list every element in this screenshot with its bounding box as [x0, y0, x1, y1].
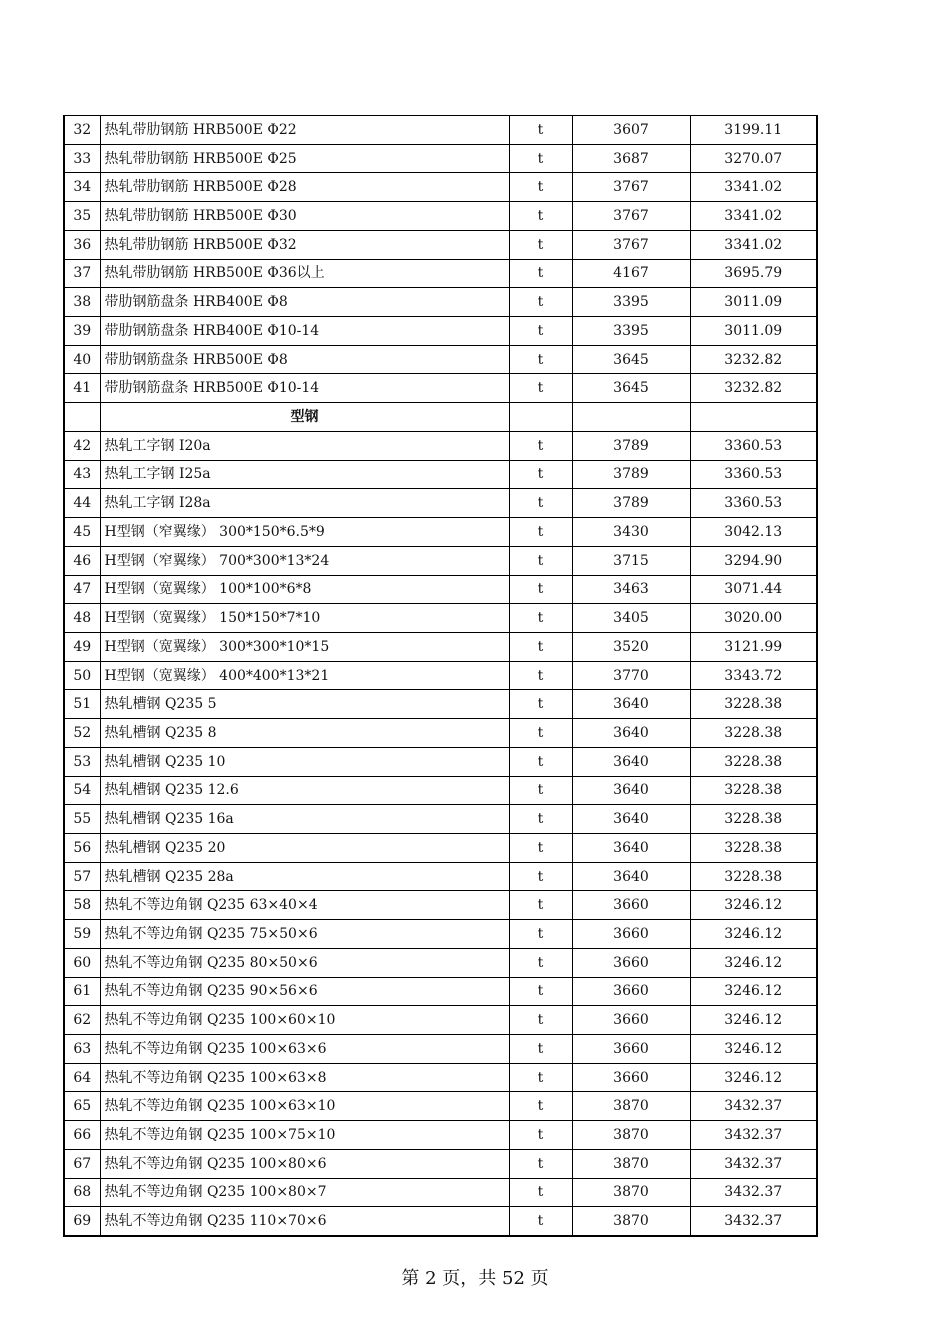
item-name: 热轧不等边角钢 Q235 100×80×6 [100, 1149, 509, 1178]
row-number: 47 [64, 575, 100, 604]
table-row [64, 144, 817, 173]
table-row [64, 202, 817, 231]
table-row [64, 317, 817, 346]
item-name: 热轧槽钢 Q235 20 [100, 833, 509, 862]
table-row [64, 374, 817, 403]
item-name: H型钢（窄翼缘） 700*300*13*24 [100, 546, 509, 575]
item-price-1: 3789 [572, 489, 690, 518]
row-number: 50 [64, 661, 100, 690]
item-unit: t [509, 317, 572, 346]
item-unit: t [509, 632, 572, 661]
table-row [64, 230, 817, 259]
price-table [63, 115, 818, 1237]
item-name: 热轧不等边角钢 Q235 80×50×6 [100, 948, 509, 977]
table-row [64, 862, 817, 891]
item-price-1: 3660 [572, 948, 690, 977]
table-row [64, 632, 817, 661]
item-unit: t [509, 1121, 572, 1150]
row-number: 67 [64, 1149, 100, 1178]
item-name: H型钢（窄翼缘） 300*150*6.5*9 [100, 518, 509, 547]
item-price-1: 3789 [572, 460, 690, 489]
item-price-1: 3607 [572, 116, 690, 145]
table-row [64, 1149, 817, 1178]
row-number: 33 [64, 144, 100, 173]
table-row [64, 833, 817, 862]
item-price-2: 3246.12 [690, 1063, 817, 1092]
section-no-cell [64, 403, 100, 432]
table-row [64, 259, 817, 288]
row-number: 39 [64, 317, 100, 346]
table-row [64, 948, 817, 977]
item-price-2: 3432.37 [690, 1149, 817, 1178]
item-name: 热轧槽钢 Q235 8 [100, 719, 509, 748]
item-name: H型钢（宽翼缘） 100*100*6*8 [100, 575, 509, 604]
row-number: 37 [64, 259, 100, 288]
item-price-2: 3341.02 [690, 173, 817, 202]
item-price-2: 3246.12 [690, 920, 817, 949]
item-name: 热轧不等边角钢 Q235 100×63×8 [100, 1063, 509, 1092]
item-name: 热轧不等边角钢 Q235 75×50×6 [100, 920, 509, 949]
section-row [64, 403, 817, 432]
item-price-2: 3246.12 [690, 1035, 817, 1064]
table-row [64, 920, 817, 949]
item-price-1: 3767 [572, 202, 690, 231]
item-price-2: 3228.38 [690, 833, 817, 862]
row-number: 45 [64, 518, 100, 547]
row-number: 32 [64, 116, 100, 145]
item-unit: t [509, 776, 572, 805]
item-price-1: 3660 [572, 891, 690, 920]
item-price-1: 3645 [572, 374, 690, 403]
item-unit: t [509, 1063, 572, 1092]
item-unit: t [509, 431, 572, 460]
row-number: 64 [64, 1063, 100, 1092]
table-row [64, 288, 817, 317]
section-title: 型钢 [100, 403, 509, 432]
table-row [64, 977, 817, 1006]
row-number: 53 [64, 747, 100, 776]
row-number: 46 [64, 546, 100, 575]
item-price-1: 3640 [572, 862, 690, 891]
item-price-2: 3695.79 [690, 259, 817, 288]
table-row [64, 345, 817, 374]
item-name: 热轧带肋钢筋 HRB500E Φ25 [100, 144, 509, 173]
item-unit: t [509, 1207, 572, 1236]
row-number: 69 [64, 1207, 100, 1236]
table-body-after [64, 431, 817, 1235]
item-name: 热轧槽钢 Q235 16a [100, 805, 509, 834]
table-row [64, 575, 817, 604]
item-name: 带肋钢筋盘条 HRB500E Φ8 [100, 345, 509, 374]
item-price-2: 3228.38 [690, 805, 817, 834]
item-price-2: 3246.12 [690, 891, 817, 920]
item-name: 热轧不等边角钢 Q235 100×63×10 [100, 1092, 509, 1121]
item-name: 热轧不等边角钢 Q235 100×75×10 [100, 1121, 509, 1150]
item-price-1: 3645 [572, 345, 690, 374]
item-name: 热轧工字钢 I20a [100, 431, 509, 460]
row-number: 57 [64, 862, 100, 891]
table-row [64, 661, 817, 690]
item-price-2: 3360.53 [690, 431, 817, 460]
item-price-2: 3228.38 [690, 862, 817, 891]
item-price-2: 3432.37 [690, 1207, 817, 1236]
item-name: 热轧带肋钢筋 HRB500E Φ36以上 [100, 259, 509, 288]
table-body-before [64, 116, 817, 403]
item-price-2: 3246.12 [690, 977, 817, 1006]
table-row [64, 1121, 817, 1150]
item-price-1: 4167 [572, 259, 690, 288]
row-number: 36 [64, 230, 100, 259]
item-unit: t [509, 805, 572, 834]
item-price-1: 3640 [572, 690, 690, 719]
table-row [64, 518, 817, 547]
table-row [64, 1063, 817, 1092]
item-price-1: 3660 [572, 1035, 690, 1064]
item-unit: t [509, 288, 572, 317]
item-unit: t [509, 546, 572, 575]
item-price-1: 3640 [572, 805, 690, 834]
table-row [64, 1035, 817, 1064]
item-unit: t [509, 604, 572, 633]
item-name: 热轧不等边角钢 Q235 100×80×7 [100, 1178, 509, 1207]
item-name: 热轧不等边角钢 Q235 100×60×10 [100, 1006, 509, 1035]
item-price-2: 3020.00 [690, 604, 817, 633]
table-row [64, 891, 817, 920]
item-price-1: 3660 [572, 920, 690, 949]
item-price-2: 3199.11 [690, 116, 817, 145]
table-row [64, 1178, 817, 1207]
item-price-2: 3246.12 [690, 1006, 817, 1035]
row-number: 58 [64, 891, 100, 920]
row-number: 63 [64, 1035, 100, 1064]
item-unit: t [509, 891, 572, 920]
item-price-1: 3870 [572, 1092, 690, 1121]
item-price-2: 3341.02 [690, 230, 817, 259]
item-price-2: 3011.09 [690, 288, 817, 317]
item-price-1: 3430 [572, 518, 690, 547]
item-price-2: 3360.53 [690, 489, 817, 518]
table-row [64, 489, 817, 518]
table-row [64, 1006, 817, 1035]
row-number: 41 [64, 374, 100, 403]
item-name: 带肋钢筋盘条 HRB400E Φ8 [100, 288, 509, 317]
item-price-2: 3432.37 [690, 1121, 817, 1150]
item-name: 热轧带肋钢筋 HRB500E Φ30 [100, 202, 509, 231]
table-row [64, 604, 817, 633]
item-price-1: 3660 [572, 1006, 690, 1035]
item-price-2: 3432.37 [690, 1178, 817, 1207]
item-unit: t [509, 1149, 572, 1178]
row-number: 44 [64, 489, 100, 518]
table-row [64, 690, 817, 719]
page-footer: 第 2 页，共 52 页 [401, 1268, 549, 1289]
item-price-2: 3228.38 [690, 747, 817, 776]
table-row [64, 776, 817, 805]
row-number: 38 [64, 288, 100, 317]
row-number: 60 [64, 948, 100, 977]
row-number: 43 [64, 460, 100, 489]
item-price-1: 3405 [572, 604, 690, 633]
row-number: 62 [64, 1006, 100, 1035]
item-name: 热轧不等边角钢 Q235 110×70×6 [100, 1207, 509, 1236]
item-unit: t [509, 518, 572, 547]
item-price-1: 3870 [572, 1121, 690, 1150]
item-price-2: 3232.82 [690, 374, 817, 403]
item-name: H型钢（宽翼缘） 150*150*7*10 [100, 604, 509, 633]
item-price-2: 3042.13 [690, 518, 817, 547]
item-price-1: 3640 [572, 833, 690, 862]
row-number: 34 [64, 173, 100, 202]
item-price-1: 3767 [572, 230, 690, 259]
item-price-1: 3715 [572, 546, 690, 575]
item-unit: t [509, 690, 572, 719]
item-price-2: 3228.38 [690, 776, 817, 805]
item-unit: t [509, 1178, 572, 1207]
item-price-1: 3789 [572, 431, 690, 460]
item-name: 热轧槽钢 Q235 10 [100, 747, 509, 776]
item-unit: t [509, 202, 572, 231]
row-number: 59 [64, 920, 100, 949]
table-row [64, 546, 817, 575]
item-price-1: 3767 [572, 173, 690, 202]
item-price-2: 3071.44 [690, 575, 817, 604]
table-row [64, 173, 817, 202]
item-unit: t [509, 374, 572, 403]
table-row [64, 1207, 817, 1236]
item-price-1: 3770 [572, 661, 690, 690]
item-unit: t [509, 977, 572, 1006]
item-name: 热轧工字钢 I28a [100, 489, 509, 518]
item-price-2: 3228.38 [690, 690, 817, 719]
item-price-1: 3660 [572, 1063, 690, 1092]
item-unit: t [509, 1092, 572, 1121]
table-row [64, 460, 817, 489]
item-price-1: 3687 [572, 144, 690, 173]
item-price-2: 3228.38 [690, 719, 817, 748]
table-row [64, 1092, 817, 1121]
table-row [64, 116, 817, 145]
section-unit-cell [509, 403, 572, 432]
item-name: 热轧不等边角钢 Q235 63×40×4 [100, 891, 509, 920]
table-row [64, 431, 817, 460]
row-number: 49 [64, 632, 100, 661]
row-number: 35 [64, 202, 100, 231]
table-row [64, 719, 817, 748]
item-price-2: 3011.09 [690, 317, 817, 346]
item-unit: t [509, 1006, 572, 1035]
item-price-2: 3270.07 [690, 144, 817, 173]
item-price-1: 3660 [572, 977, 690, 1006]
item-unit: t [509, 489, 572, 518]
item-name: H型钢（宽翼缘） 300*300*10*15 [100, 632, 509, 661]
row-number: 65 [64, 1092, 100, 1121]
item-unit: t [509, 747, 572, 776]
item-price-1: 3640 [572, 747, 690, 776]
item-price-2: 3432.37 [690, 1092, 817, 1121]
item-name: 热轧带肋钢筋 HRB500E Φ22 [100, 116, 509, 145]
row-number: 54 [64, 776, 100, 805]
row-number: 66 [64, 1121, 100, 1150]
item-unit: t [509, 144, 572, 173]
row-number: 55 [64, 805, 100, 834]
item-name: 热轧工字钢 I25a [100, 460, 509, 489]
item-unit: t [509, 833, 572, 862]
item-unit: t [509, 948, 572, 977]
item-price-2: 3232.82 [690, 345, 817, 374]
item-unit: t [509, 862, 572, 891]
item-price-1: 3870 [572, 1207, 690, 1236]
row-number: 56 [64, 833, 100, 862]
row-number: 51 [64, 690, 100, 719]
section-price1-cell [572, 403, 690, 432]
item-price-1: 3870 [572, 1178, 690, 1207]
item-unit: t [509, 719, 572, 748]
row-number: 42 [64, 431, 100, 460]
item-price-1: 3520 [572, 632, 690, 661]
item-name: 热轧带肋钢筋 HRB500E Φ32 [100, 230, 509, 259]
item-price-2: 3246.12 [690, 948, 817, 977]
row-number: 61 [64, 977, 100, 1006]
section-price2-cell [690, 403, 817, 432]
item-unit: t [509, 1035, 572, 1064]
row-number: 52 [64, 719, 100, 748]
item-unit: t [509, 661, 572, 690]
item-price-1: 3870 [572, 1149, 690, 1178]
item-price-2: 3121.99 [690, 632, 817, 661]
item-unit: t [509, 116, 572, 145]
item-price-1: 3640 [572, 776, 690, 805]
item-name: 热轧带肋钢筋 HRB500E Φ28 [100, 173, 509, 202]
item-name: H型钢（宽翼缘） 400*400*13*21 [100, 661, 509, 690]
item-price-2: 3341.02 [690, 202, 817, 231]
row-number: 40 [64, 345, 100, 374]
item-price-1: 3395 [572, 317, 690, 346]
item-name: 带肋钢筋盘条 HRB500E Φ10-14 [100, 374, 509, 403]
item-unit: t [509, 920, 572, 949]
item-unit: t [509, 575, 572, 604]
item-price-2: 3343.72 [690, 661, 817, 690]
section-header-group [64, 403, 817, 432]
item-unit: t [509, 173, 572, 202]
item-name: 热轧槽钢 Q235 12.6 [100, 776, 509, 805]
item-name: 带肋钢筋盘条 HRB400E Φ10-14 [100, 317, 509, 346]
item-unit: t [509, 460, 572, 489]
item-price-1: 3463 [572, 575, 690, 604]
item-unit: t [509, 345, 572, 374]
item-name: 热轧不等边角钢 Q235 90×56×6 [100, 977, 509, 1006]
table-row [64, 747, 817, 776]
item-price-2: 3294.90 [690, 546, 817, 575]
item-name: 热轧槽钢 Q235 5 [100, 690, 509, 719]
item-price-1: 3395 [572, 288, 690, 317]
item-unit: t [509, 230, 572, 259]
item-price-1: 3640 [572, 719, 690, 748]
item-name: 热轧不等边角钢 Q235 100×63×6 [100, 1035, 509, 1064]
row-number: 48 [64, 604, 100, 633]
item-price-2: 3360.53 [690, 460, 817, 489]
item-name: 热轧槽钢 Q235 28a [100, 862, 509, 891]
item-unit: t [509, 259, 572, 288]
table-row [64, 805, 817, 834]
row-number: 68 [64, 1178, 100, 1207]
